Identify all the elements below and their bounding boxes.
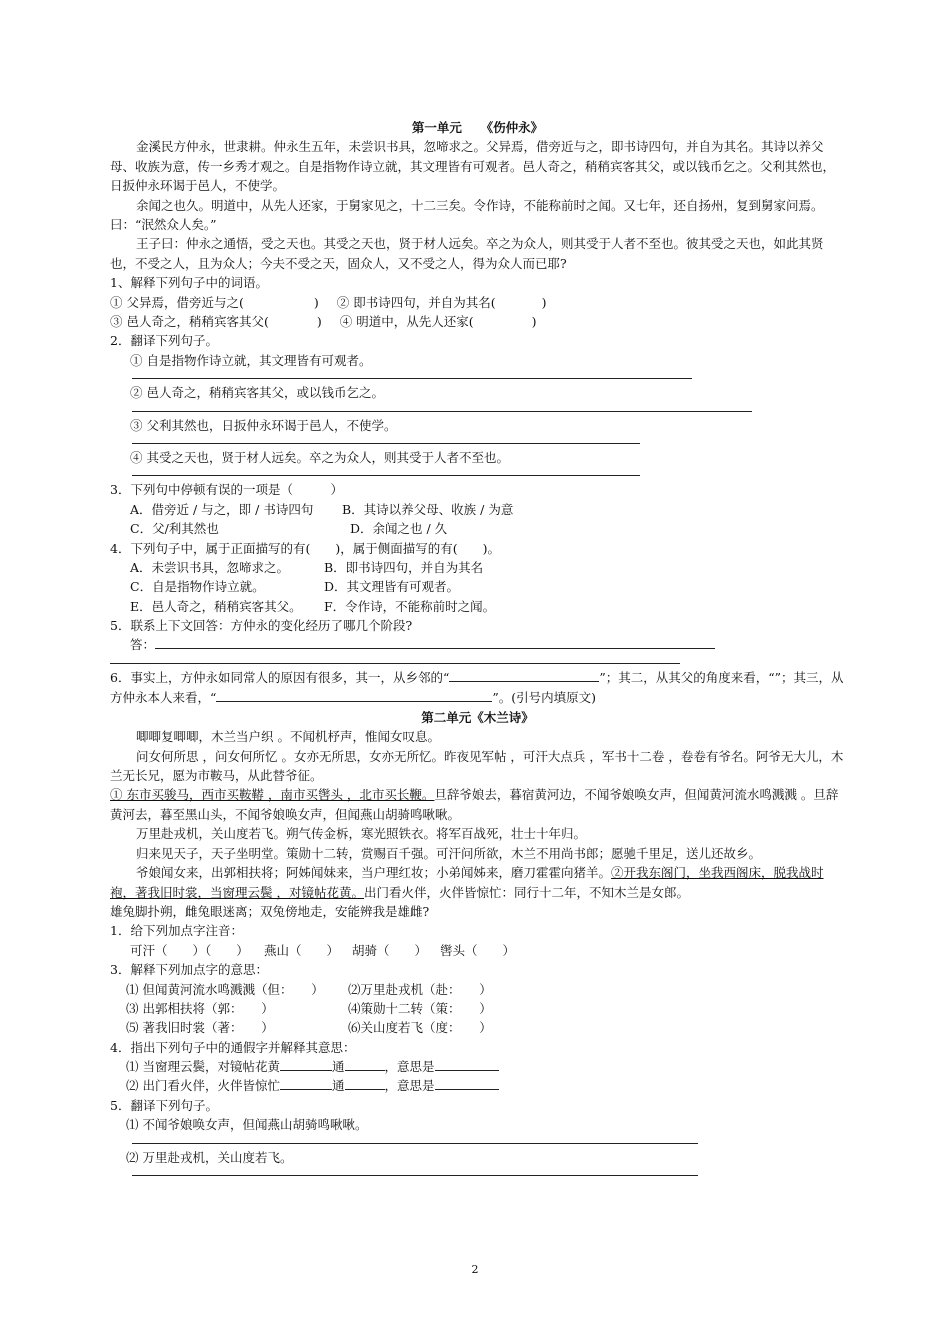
u1-q5-stem: 5．联系上下文回答：方仲永的变化经历了哪几个阶段? xyxy=(110,618,413,634)
answer-line[interactable] xyxy=(132,403,752,412)
fill-blank[interactable] xyxy=(435,1058,499,1071)
answer-line[interactable] xyxy=(110,655,680,664)
u2-q1-stem: 1．给下列加点字注音： xyxy=(110,923,243,939)
u1-q2-stem: 2．翻译下列句子。 xyxy=(110,333,218,349)
answer-line[interactable] xyxy=(132,1167,698,1176)
fill-blank[interactable] xyxy=(216,689,492,702)
u1-q2-item3: ③ 父利其然也，日扳仲永环谒于邑人，不使学。 xyxy=(130,417,397,433)
u1-q4-stem: 4．下列句子中，属于正面描写的有( )，属于侧面描写的有( )。 xyxy=(110,540,500,556)
unit2-title: 第二单元《木兰诗》 xyxy=(421,709,534,725)
u1-q4-row2: C．自是指物作诗立就。 D．其文理皆有可观者。 xyxy=(130,579,460,595)
fill-blank[interactable] xyxy=(345,1077,385,1090)
unit2-p7: 雄兔脚扑朔，雌兔眼迷离；双兔傍地走，安能辨我是雄雌? xyxy=(110,903,430,919)
unit1-para1: 金溪民方仲永，世隶耕。仲永生五年，未尝识书具，忽啼求之。父异焉，借旁近与之，即书诗四句，并自为其名。其诗以养父母、收族为意，传一乡秀才观之。自是指物作诗立就，其文理皆有可观者。邑人奇之，稍稍宾客其父，或以钱币乞之。父利其然也，日扳仲永环谒于邑人，不使学。 xyxy=(110,139,836,194)
unit2-p2: 问女何所思 ，问女何所忆 。女亦无所思，女亦无所忆。昨夜见军帖 ，可汗大点兵 ，军书十二卷 ，卷卷有爷名。阿爷无大儿，木兰无长兄，愿为市鞍马，从此替爷征。 xyxy=(110,748,844,784)
u2-q3-row2: ⑶ 出郭相扶将（郭： ） ⑷策勋十二转（策： ） xyxy=(126,1000,492,1016)
unit2-p6: 爷娘闻女来，出郭相扶将；阿姊闻妹来，当户理红妆；小弟闻姊来，磨刀霍霍向猪羊。②开我东阁门，坐我西阁床，脱我战时袍，著我旧时裳，当窗理云鬓 ，对镜帖花黄。出门看火伴，火伴皆惊忙：同行十二年，不知木兰是女郎。 xyxy=(110,865,824,900)
unit1-para2: 余闻之也久。明道中，从先人还家，于舅家见之，十二三矣。令作诗，不能称前时之闻。又七年，还自扬州，复到舅家问焉。曰：“泯然众人矣。” xyxy=(110,197,824,233)
u1-q4-row3: E．邑人奇之，稍稍宾客其父。 F．令作诗，不能称前时之闻。 xyxy=(130,598,496,614)
u2-q4-stem: 4．指出下列句子中的通假字并解释其意思： xyxy=(110,1039,356,1055)
u2-q1-row: 可汗（ ）（ ） 燕山（ ） 胡骑（ ） 辔头（ ） xyxy=(130,942,516,958)
document-page xyxy=(110,118,845,1180)
fill-blank[interactable] xyxy=(280,1058,332,1071)
u1-q3-stem: 3．下列句中停顿有误的一项是（ ） xyxy=(110,482,343,498)
answer-line[interactable] xyxy=(155,636,715,649)
unit1-para3: 王子曰：仲永之通悟，受之天也。其受之天也，贤于材人远矣。卒之为众人，则其受于人者不至也。彼其受之天也，如此其贤也，不受之人，且为众人；今夫不受之天，固众人，又不受之人，得为众人而已耶? xyxy=(110,236,824,271)
u1-q2-item2: ② 邑人奇之，稍稍宾客其父，或以钱币乞之。 xyxy=(130,385,384,401)
u2-q5-item1: ⑴ 不闻爷娘唤女声，但闻燕山胡骑鸣啾啾。 xyxy=(126,1117,368,1133)
u2-q5-stem: 5．翻译下列句子。 xyxy=(110,1097,218,1113)
u1-q3-row1: A．借旁近 / 与之，即 / 书诗四句 B．其诗以养父母、收族 / 为意 xyxy=(130,501,514,517)
fill-blank[interactable] xyxy=(435,1077,499,1090)
u1-q1-row1: ① 父异焉，借旁近与之( ) ② 即书诗四句，并自为其名( ) xyxy=(110,294,547,310)
u1-q3-row2: C．父/利其然也 D．余闻之也 / 久 xyxy=(130,521,448,537)
u2-q5-item2: ⑵ 万里赴戎机，关山度若飞。 xyxy=(126,1149,293,1165)
answer-line[interactable] xyxy=(132,1135,698,1144)
unit1-title: 第一单元 《伤仲永》 xyxy=(411,120,544,135)
u2-q3-row3: ⑸ 著我旧时裳（著： ） ⑹关山度若飞（度： ） xyxy=(126,1020,492,1036)
fill-blank[interactable] xyxy=(345,1058,385,1071)
page-number: 2 xyxy=(471,1263,479,1276)
u1-q6: 6．事实上，方仲永如同常人的原因有很多，其一，从乡邻的“ ”；其二，从其父的角度来看，“”；其三，从方仲永本人来看，“ ”。(引号内填原文) xyxy=(110,669,844,705)
answer-line[interactable] xyxy=(132,467,640,476)
u2-q4-row1: ⑴ 当窗理云鬓，对镜帖花黄 通 ，意思是 xyxy=(110,1057,845,1076)
u1-q4-row1: A．未尝识书具，忽啼求之。 B．即书诗四句，并自为其名 xyxy=(130,559,484,575)
answer-line[interactable] xyxy=(132,370,692,379)
unit2-p3: ① 东市买骏马，西市买鞍鞯 ，南市买辔头 ，北市买长鞭。旦辞爷娘去，暮宿黄河边，不闻爷娘唤女声，但闻黄河流水鸣溅溅 。旦辞黄河去，暮至黑山头，不闻爷娘唤女声，但闻燕山胡骑鸣啾啾。 xyxy=(110,787,839,822)
fill-blank[interactable] xyxy=(449,669,599,682)
unit2-p4: 万里赴戎机，关山度若飞。朔气传金柝，寒光照铁衣。将军百战死，壮士十年归。 xyxy=(136,826,587,842)
fill-blank[interactable] xyxy=(280,1077,332,1090)
unit2-p5: 归来见天子，天子坐明堂。策勋十二转，赏赐百千强。可汗问所欲，木兰不用尚书郎；愿驰千里足，送儿还故乡。 xyxy=(136,845,762,861)
u1-q5-answer: 答： xyxy=(110,635,845,654)
answer-line[interactable] xyxy=(132,435,640,444)
unit2-p1: 唧唧复唧唧，木兰当户织 。不闻机杼声，惟闻女叹息。 xyxy=(136,729,440,745)
u2-q3-row1: ⑴ 但闻黄河流水鸣溅溅（但： ） ⑵万里赴戎机（赴： ） xyxy=(126,981,492,997)
u2-q3-stem: 3．解释下列加点字的意思： xyxy=(110,962,268,978)
u1-q2-item1: ① 自是指物作诗立就，其文理皆有可观者。 xyxy=(130,352,372,368)
u1-q1-row2: ③ 邑人奇之，稍稍宾客其父( ) ④ 明道中，从先人还家( ) xyxy=(110,314,537,330)
u1-q2-item4: ④ 其受之天也，贤于材人远矣。卒之为众人，则其受于人者不至也。 xyxy=(130,449,509,465)
u2-q4-row2: ⑵ 出门看火伴，火伴皆惊忙 通 ，意思是 xyxy=(110,1076,845,1095)
u1-q1-stem: 1、解释下列句子中的词语。 xyxy=(110,275,268,291)
